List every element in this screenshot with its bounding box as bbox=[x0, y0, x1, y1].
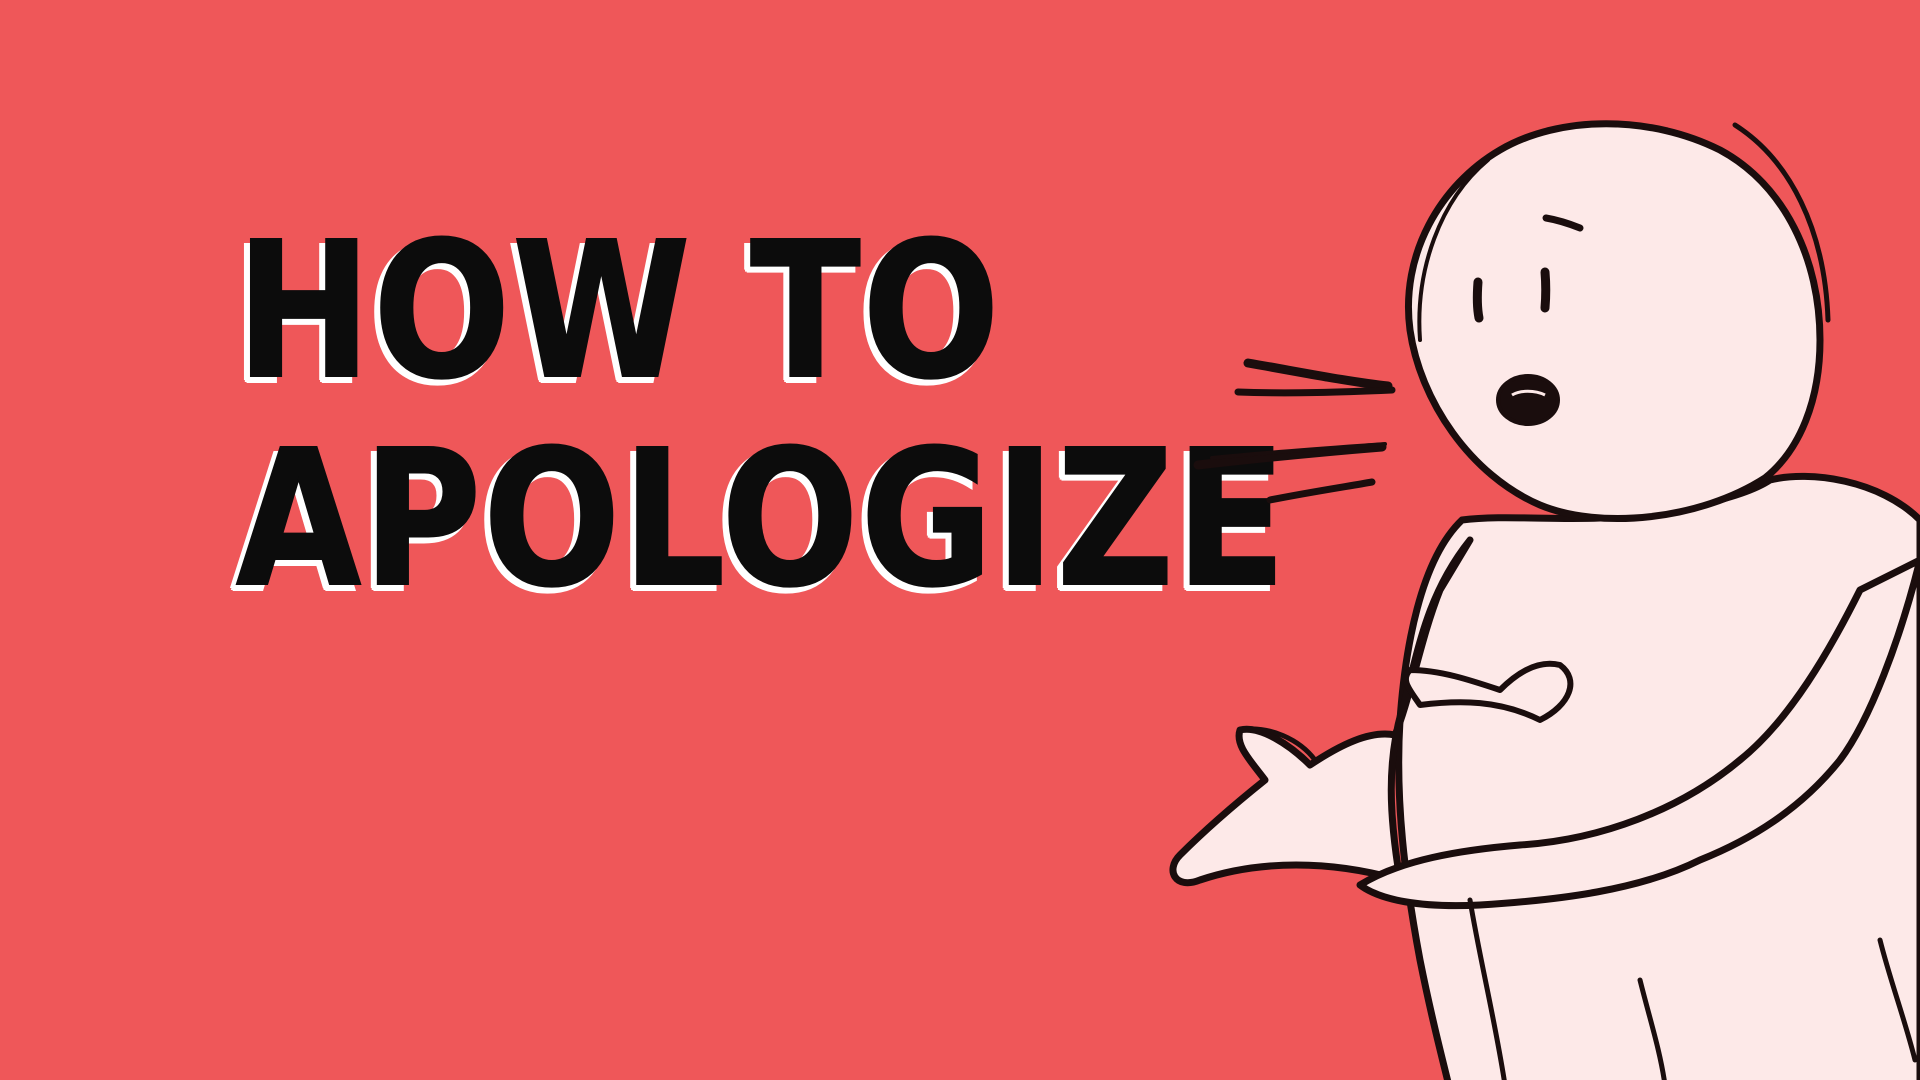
figure-body bbox=[1399, 476, 1920, 1080]
speech-lines-icon bbox=[1198, 363, 1392, 500]
title-line-2: APOLOGIZE bbox=[236, 410, 1288, 629]
title-line-1: HOW TO bbox=[236, 202, 1002, 421]
figure-head bbox=[1408, 124, 1820, 519]
left-eye-icon bbox=[1477, 282, 1479, 318]
mouth-icon bbox=[1498, 376, 1558, 424]
right-eye-icon bbox=[1545, 272, 1546, 308]
